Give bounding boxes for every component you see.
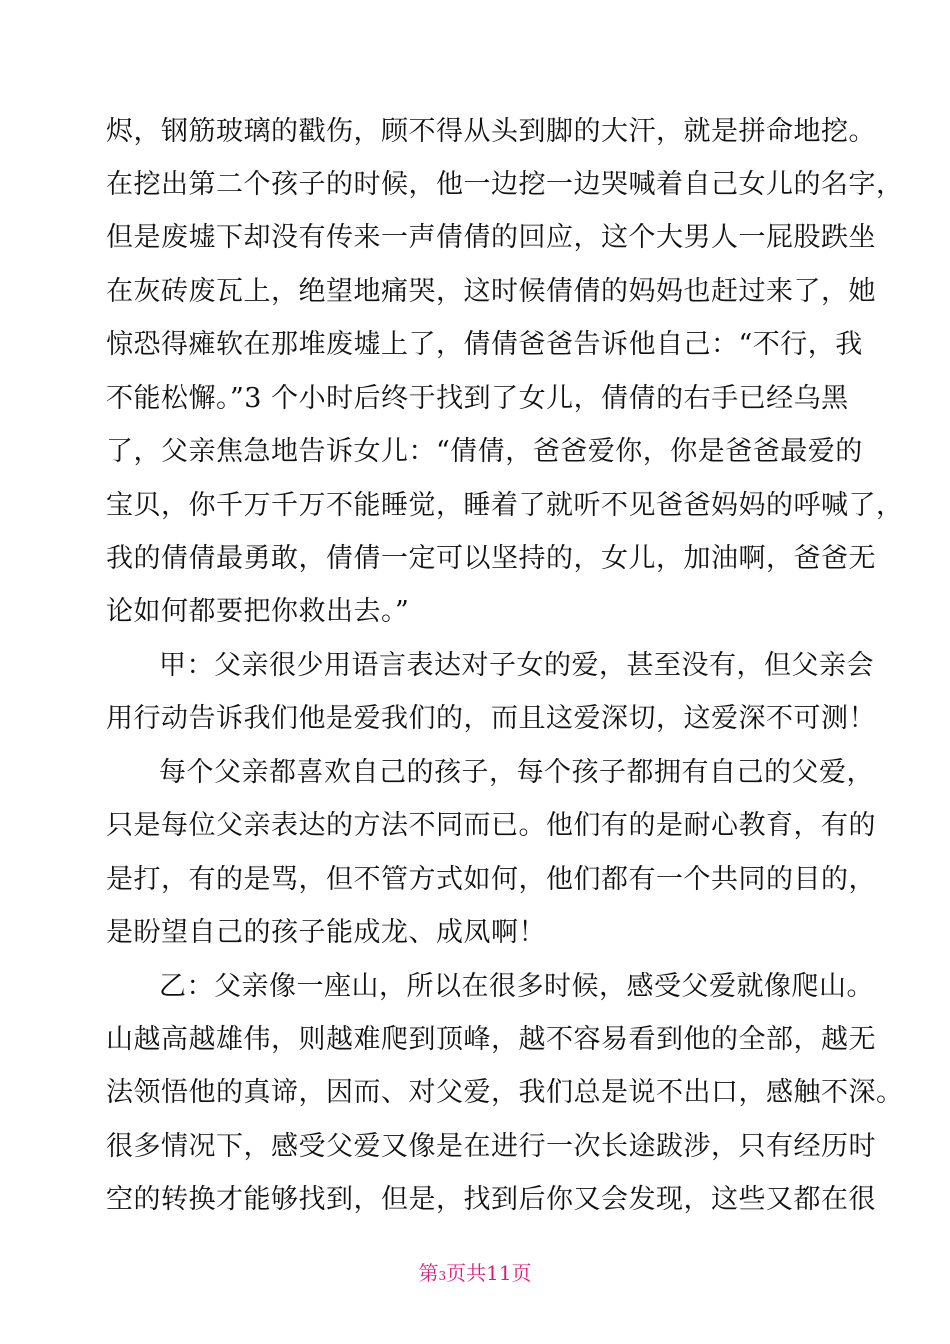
text-line: 法领悟他的真谛，因而、对父爱，我们总是说不出口，感触不深。 [106, 1077, 904, 1108]
text-line: 山越高越雄伟，则越难爬到顶峰，越不容易看到他的全部，越无 [106, 1024, 876, 1055]
text-line: 论如何都要把你救出去。” [106, 596, 410, 627]
text-line: 但是废墟下却没有传来一声倩倩的回应，这个大男人一屁股跌坐 [106, 222, 876, 253]
text-line: 烬，钢筋玻璃的戳伤，顾不得从头到脚的大汗，就是拼命地挖。 [106, 116, 876, 147]
footer-middle: 页共 [446, 1261, 487, 1285]
text-line: 在挖出第二个孩子的时候，他一边挖一边哭喊着自己女儿的名字， [106, 169, 904, 200]
page-footer [0, 1259, 950, 1290]
text-line: 是盼望自己的孩子能成龙、成凤啊！ [106, 917, 546, 948]
text-line: 只是每位父亲表达的方法不同而已。他们有的是耐心教育，有的 [106, 810, 876, 841]
footer-suffix: 页 [511, 1261, 532, 1285]
text-line: 惊恐得瘫软在那堆废墟上了，倩倩爸爸告诉他自己：“不行，我 [106, 329, 863, 360]
text-line: 宝贝，你千万千万不能睡觉，睡着了就听不见爸爸妈妈的呼喊了， [106, 490, 904, 521]
text-line: 在灰砖废瓦上，绝望地痛哭，这时候倩倩的妈妈也赶过来了，她 [106, 276, 876, 307]
paragraph-jia-start: 甲：父亲很少用语言表达对子女的爱，甚至没有，但父亲会 [159, 650, 874, 681]
footer-page-number: 3 [438, 1269, 447, 1283]
paragraph-yi-start: 乙：父亲像一座山，所以在很多时候，感受父爱就像爬山。 [159, 971, 874, 1002]
text-line: 用行动告诉我们他是爱我们的，而且这爱深切，这爱深不可测！ [106, 703, 876, 734]
text-line: 空的转换才能够找到，但是，找到后你又会发现，这些又都在很 [106, 1184, 876, 1215]
text-line: 不能松懈。”3 个小时后终于找到了女儿，倩倩的右手已经乌黑 [106, 383, 849, 414]
text-line: 我的倩倩最勇敢，倩倩一定可以坚持的，女儿，加油啊，爸爸无 [106, 543, 876, 574]
footer-total: 11 [486, 1261, 512, 1285]
text-line: 是打，有的是骂，但不管方式如何，他们都有一个共同的目的， [106, 864, 876, 895]
text-line: 了，父亲焦急地告诉女儿：“倩倩，爸爸爱你，你是爸爸最爱的 [106, 436, 863, 467]
paragraph-start: 每个父亲都喜欢自己的孩子，每个孩子都拥有自己的父爱， [159, 757, 874, 788]
text-line: 很多情况下，感受父爱又像是在进行一次长途跋涉，只有经历时 [106, 1131, 876, 1162]
footer-prefix: 第 [418, 1261, 439, 1285]
